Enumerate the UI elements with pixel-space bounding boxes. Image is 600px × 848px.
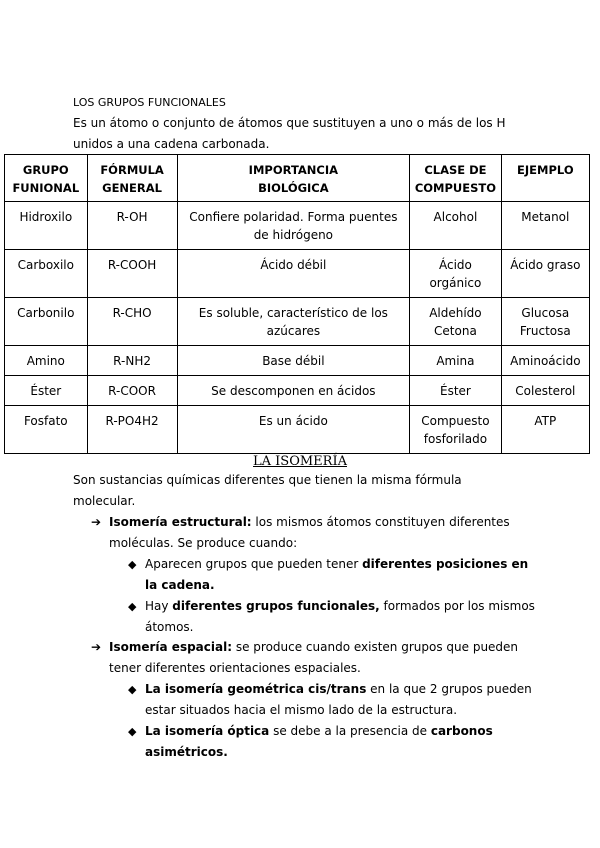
arrow-bullet-icon: ➔ <box>91 640 102 654</box>
cell-formula: R-COOH <box>87 250 177 298</box>
cell-clase: Amina <box>410 346 501 376</box>
diamond-bullet-icon: ◆ <box>128 600 137 613</box>
espacial-item: Isomería espacial: se produce cuando existen grupos que pueden tener diferentes orientaciones espaciales. <box>109 640 519 675</box>
cell-clase: Aldehído Cetona <box>410 298 501 346</box>
cell-importancia: Es un ácido <box>177 406 410 454</box>
cell-importancia: Es soluble, característico de los azúcares <box>177 298 410 346</box>
cell-ejemplo: ATP <box>501 406 589 454</box>
page-title: LOS GRUPOS FUNCIONALES <box>73 96 226 109</box>
diamond-bullet-icon: ◆ <box>128 558 137 571</box>
estructural-item: Isomería estructural: los mismos átomos constituyen diferentes moléculas. Se produce cuando: <box>109 515 510 550</box>
table-header-row <box>5 155 590 202</box>
header-formula: FÓRMULA GENERAL <box>87 155 177 202</box>
cell-ejemplo: Colesterol <box>501 376 589 406</box>
arrow-bullet-icon: ➔ <box>91 515 102 529</box>
header-importancia: IMPORTANCIA BIOLÓGICA <box>177 155 410 202</box>
cell-ejemplo: Ácido graso <box>501 250 589 298</box>
estructural-sub-posiciones: Aparecen grupos que pueden tener diferentes posiciones en la cadena. <box>145 557 529 592</box>
table-row <box>5 250 590 298</box>
table-row <box>5 376 590 406</box>
isomeria-title: LA ISOMERÍA <box>253 454 347 469</box>
cell-grupo: Amino <box>5 346 88 376</box>
espacial-sub-geometrica: La isomería geométrica cis/trans en la que 2 grupos pueden estar situados hacia el mismo lado de la estructura. <box>145 682 532 717</box>
header-grupo: GRUPO FUNIONAL <box>5 155 88 202</box>
table-row <box>5 346 590 376</box>
cell-formula: R-COOR <box>87 376 177 406</box>
cell-importancia: Se descomponen en ácidos <box>177 376 410 406</box>
cell-formula: R-NH2 <box>87 346 177 376</box>
cell-grupo: Fosfato <box>5 406 88 454</box>
table-row <box>5 202 590 250</box>
cell-importancia: Confiere polaridad. Forma puentes de hidrógeno <box>177 202 410 250</box>
cell-grupo: Carboxilo <box>5 250 88 298</box>
table-row <box>5 406 590 454</box>
cell-importancia: Ácido débil <box>177 250 410 298</box>
estructural-sub-grupos: Hay diferentes grupos funcionales, formados por los mismos átomos. <box>145 599 535 634</box>
cell-formula: R-CHO <box>87 298 177 346</box>
cell-clase: Ácido orgánico <box>410 250 501 298</box>
cell-grupo: Éster <box>5 376 88 406</box>
isomeria-definition: Son sustancias químicas diferentes que tienen la misma fórmula molecular. <box>73 473 462 508</box>
cell-ejemplo: Metanol <box>501 202 589 250</box>
cell-clase: Alcohol <box>410 202 501 250</box>
cell-grupo: Carbonilo <box>5 298 88 346</box>
cell-grupo: Hidroxilo <box>5 202 88 250</box>
definition-line-1: Es un átomo o conjunto de átomos que sustituyen a uno o más de los H <box>73 116 506 130</box>
header-clase: CLASE DE COMPUESTO <box>410 155 501 202</box>
cell-clase: Compuesto fosforilado <box>410 406 501 454</box>
espacial-sub-optica: La isomería óptica se debe a la presencia de carbonos asimétricos. <box>145 724 493 759</box>
header-ejemplo: EJEMPLO <box>501 155 589 202</box>
definition-line-2: unidos a una cadena carbonada. <box>73 137 270 151</box>
cell-ejemplo: Aminoácido <box>501 346 589 376</box>
cell-importancia: Base débil <box>177 346 410 376</box>
cell-formula: R-OH <box>87 202 177 250</box>
diamond-bullet-icon: ◆ <box>128 683 137 696</box>
cell-ejemplo: Glucosa Fructosa <box>501 298 589 346</box>
functional-groups-table <box>4 154 590 454</box>
diamond-bullet-icon: ◆ <box>128 725 137 738</box>
cell-clase: Éster <box>410 376 501 406</box>
table-row <box>5 298 590 346</box>
cell-formula: R-PO4H2 <box>87 406 177 454</box>
